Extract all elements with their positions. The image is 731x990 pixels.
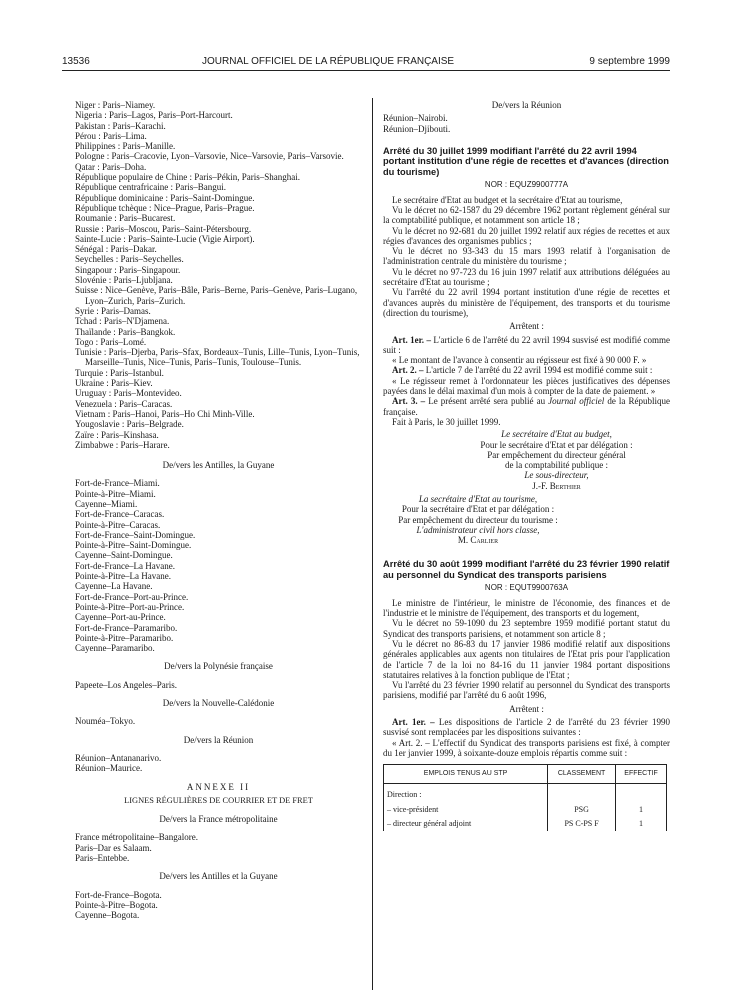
decree-2-article-2-quote: « Art. 2. – L'effectif du Syndicat des transports parisiens est fixé, à compter du 1er janvier 1999, à soixante-douze emplois répartis comme suit :: [383, 737, 670, 758]
section-heading-reunion-right: De/vers la Réunion: [491, 100, 562, 110]
decree-2-arretent: Arrêtent :: [509, 703, 544, 714]
route-entry: Tunisie : Paris–Djerba, Paris–Sfax, Bordeaux–Tunis, Lille–Tunis, Lyon–Tunis, Marseille–Tunis, Nice–Tunis, Paris–Tunis, Toulouse–Tunis.: [75, 347, 360, 368]
decree-2-article-1: Art. 1er. – Les dispositions de l'article 2 de l'arrêté du 23 février 1990 susvisé sont remplacées par les dispositions suivantes :: [383, 717, 670, 738]
route-entry: Syrie : Paris–Damas.: [75, 305, 151, 316]
issue-date: 9 septembre 1999: [589, 56, 670, 67]
route-entry: Fort-de-France–La Havane.: [75, 560, 175, 571]
route-list-reunion: [75, 753, 362, 774]
route-entry: Ukraine : Paris–Kiev.: [75, 378, 153, 389]
decree-2-nor: NOR : EQUT9900763A: [484, 583, 569, 593]
decree-paragraph: Vu le décret no 92-681 du 20 juillet 1992 relatif aux régies de recettes et aux régies d'avances des organismes publics ;: [383, 225, 670, 246]
route-entry: Pointe-à-Pitre–La Havane.: [75, 571, 171, 582]
route-entry: République centrafricaine : Paris–Bangui.: [75, 182, 226, 193]
section-heading-antilles-fret: De/vers les Antilles et la Guyane: [159, 871, 278, 882]
route-entry: Réunion–Maurice.: [75, 763, 143, 774]
route-entry: Thaïlande : Paris–Bangkok.: [75, 326, 176, 337]
decree-1-title: Arrêté du 30 juillet 1999 modifiant l'arrêté du 22 avril 1994 portant institution d'une régie de recettes et d'avances (direction du tourisme): [383, 145, 669, 177]
route-entry: Venezuela : Paris–Caracas.: [75, 398, 173, 409]
column-divider: [372, 98, 373, 990]
route-entry: Pakistan : Paris–Karachi.: [75, 120, 166, 131]
route-entry: Paris–Entebbe.: [75, 853, 130, 863]
route-entry: Cayenne–La Havane.: [75, 581, 153, 592]
route-entry: Fort-de-France–Port-au-Prince.: [75, 591, 189, 602]
decree-paragraph: Vu l'arrêté du 23 février 1990 relatif au personnel du Syndicat des transports parisiens, modifié par l'arrêté du 6 août 1996,: [383, 680, 670, 701]
route-entry: Pérou : Paris–Lima.: [75, 130, 147, 141]
route-entry: Paris–Dar es Salaam.: [75, 842, 152, 853]
route-list-antilles-fret: [75, 890, 362, 921]
route-entry: Sainte-Lucie : Paris–Sainte-Lucie (Vigie Airport).: [75, 233, 255, 244]
route-entry: Vietnam : Paris–Hanoi, Paris–Ho Chi Minh-Ville.: [75, 408, 255, 419]
decree-2-title: Arrêté du 30 août 1999 modifiant l'arrêté du 23 février 1990 relatif au personnel du Syndicat des transports parisiens: [383, 559, 670, 580]
decree-1-considerations: [383, 195, 670, 319]
decree-paragraph: Vu le décret no 97-723 du 16 juin 1997 relatif aux attributions déléguées au secrétaire d'Etat au tourisme ;: [383, 266, 670, 288]
journal-title: JOURNAL OFFICIEL DE LA RÉPUBLIQUE FRANÇAISE: [202, 56, 455, 67]
route-entry: Uruguay : Paris–Montevideo.: [75, 388, 182, 399]
table-header-emplois: EMPLOIS TENUS AU STP: [384, 765, 548, 784]
route-entry: Qatar : Paris–Doha.: [75, 161, 147, 172]
route-entry: Nouméa–Tokyo.: [75, 716, 136, 727]
route-entry: Zaïre : Paris–Kinshasa.: [75, 429, 159, 440]
right-column: [383, 100, 670, 831]
section-heading-antilles: De/vers les Antilles, la Guyane: [162, 460, 275, 471]
route-entry: Pointe-à-Pitre–Caracas.: [75, 519, 161, 530]
route-entry: Turquie : Paris–Istanbul.: [75, 367, 164, 378]
route-entry: Singapour : Paris–Singapour.: [75, 264, 181, 275]
decree-2-considerations: [383, 598, 670, 701]
table-cell-emploi: – vice-président: [384, 803, 548, 817]
route-entry: Cayenne–Saint-Domingue.: [75, 550, 173, 561]
table-cell-effectif: 1: [616, 803, 667, 817]
route-entry: Seychelles : Paris–Seychelles.: [75, 254, 184, 265]
route-entry: France métropolitaine–Bangalore.: [75, 832, 198, 843]
section-heading-polynesie: De/vers la Polynésie française: [164, 661, 273, 672]
table-cell-effectif: 1: [616, 817, 667, 831]
table-cell-emploi: – directeur général adjoint: [384, 817, 548, 831]
section-heading-reunion: De/vers la Réunion: [183, 734, 254, 745]
route-entry: Suisse : Nice–Genève, Paris–Bâle, Paris–Berne, Paris–Genève, Paris–Lugano, Lyon–Zurich, Paris–Zurich.: [75, 285, 358, 306]
decree-paragraph: Vu le décret no 62-1587 du 29 décembre 1962 portant règlement général sur la comptabilité publique, et notamment son article 18 ;: [383, 204, 670, 226]
section-heading-metropole: De/vers la France métropolitaine: [159, 814, 278, 825]
left-column: [75, 100, 362, 920]
header-rule: [62, 70, 670, 71]
route-entry: Pointe-à-Pitre–Paramaribo.: [75, 632, 174, 643]
route-list-antilles: [75, 478, 362, 653]
decree-paragraph: Vu le décret no 93-343 du 15 mars 1993 relatif à l'organisation de l'administration centrale du ministère du tourisme ;: [383, 246, 670, 267]
route-list-polynesie: [75, 680, 362, 690]
table-cell-classement: PS C-PS F: [548, 817, 616, 831]
decree-1-fait: Fait à Paris, le 30 juillet 1999.: [392, 416, 501, 427]
route-list-caledonie: [75, 716, 362, 726]
route-entry: Nigeria : Paris–Lagos, Paris–Port-Harcourt.: [75, 110, 233, 121]
decree-1-signature-budget: Le secrétaire d'Etat au budget, Pour le secrétaire d'Etat et par délégation : Par empêchement du directeur général de la comptabilité publique : Le sous-directeur, J.-F. Berthier: [480, 429, 633, 491]
table-header-row: [384, 765, 667, 784]
route-entry: République dominicaine : Paris–Saint-Domingue.: [75, 192, 255, 203]
route-entry: Tchad : Paris–N'Djamena.: [75, 316, 170, 327]
route-entry: Yougoslavie : Paris–Belgrade.: [75, 419, 184, 430]
section-heading-caledonie: De/vers la Nouvelle-Calédonie: [162, 698, 275, 709]
route-entry: Réunion–Antananarivo.: [75, 752, 162, 763]
decree-paragraph: Vu le décret no 59-1090 du 23 septembre 1959 modifié portant statut du Syndicat des transports parisiens, et notamment son article 8 ;: [383, 618, 670, 639]
staff-table: [383, 764, 667, 831]
decree-1-signature-tourisme: La secrétaire d'Etat au tourisme, Pour la secrétaire d'Etat et par délégation : Par empêchement du directeur du tourisme : L'administrateur civil hors classe, M. Carlier: [398, 494, 558, 546]
annexe-title: ANNEXE II: [186, 781, 251, 792]
decree-1-article-1-quote: « Le montant de l'avance à consentir au régisseur est fixé à 90 000 F. »: [392, 355, 647, 366]
route-entry: Fort-de-France–Bogota.: [75, 889, 162, 900]
route-list-countries: [75, 100, 362, 450]
route-entry: Pointe-à-Pitre–Bogota.: [75, 899, 158, 910]
table-row: [384, 817, 667, 831]
route-entry: Fort-de-France–Saint-Domingue.: [75, 529, 196, 540]
route-entry: Sénégal : Paris–Dakar.: [75, 244, 157, 255]
decree-1-arretent: Arrêtent :: [509, 321, 544, 332]
decree-1-article-3: Art. 3. – Le présent arrêté sera publié au Journal officiel de la République française.: [383, 396, 670, 417]
route-entry: Cayenne–Bogota.: [75, 910, 140, 921]
route-list-metropole: [75, 832, 362, 863]
table-header-classement: CLASSEMENT: [548, 765, 616, 784]
route-entry: Roumanie : Paris–Bucarest.: [75, 213, 176, 224]
route-entry: Pologne : Paris–Cracovie, Lyon–Varsovie, Nice–Varsovie, Paris–Varsovie.: [75, 151, 344, 162]
decree-1-article-2: Art. 2. – L'article 7 de l'arrêté du 22 avril 1994 est modifié comme suit :: [392, 365, 653, 376]
route-entry: République tchèque : Nice–Prague, Paris–Prague.: [75, 202, 255, 213]
route-entry: Togo : Paris–Lomé.: [75, 336, 147, 347]
route-entry: Réunion–Djibouti.: [383, 123, 451, 134]
decree-paragraph: Le ministre de l'intérieur, le ministre de l'économie, des finances et de l'industrie et le ministre de l'équipement, des transports et du logement,: [383, 597, 670, 619]
route-entry: Fort-de-France–Paramaribo.: [75, 622, 178, 633]
annexe-subtitle: LIGNES RÉGULIÈRES DE COURRIER ET DE FRET: [124, 795, 313, 805]
decree-paragraph: Le secrétaire d'Etat au budget et la secrétaire d'Etat au tourisme,: [392, 194, 623, 205]
decree-paragraph: Vu le décret no 86-83 du 17 janvier 1986 modifié relatif aux dispositions générales applicables aux agents non titulaires de l'Etat pris pour l'application de l'article 7 de la loi no 84-16 du 11 janvier 1984 portant dispositions statutaires relatives à la fonction publique de l'Etat ;: [383, 638, 670, 680]
route-list-reunion-right: [383, 113, 670, 134]
route-entry: Niger : Paris–Niamey.: [75, 100, 156, 110]
table-group-label: Direction :: [384, 784, 548, 803]
table-cell-classement: PSG: [548, 803, 616, 817]
route-entry: République populaire de Chine : Paris–Pékin, Paris–Shanghai.: [75, 172, 300, 183]
page-header: [62, 56, 670, 70]
route-entry: Papeete–Los Angeles–Paris.: [75, 679, 177, 690]
route-entry: Cayenne–Port-au-Prince.: [75, 612, 166, 623]
decree-1-article-1: Art. 1er. – L'article 6 de l'arrêté du 22 avril 1994 susvisé est modifié comme suit :: [383, 334, 670, 355]
route-entry: Réunion–Nairobi.: [383, 113, 448, 124]
route-entry: Philippines : Paris–Manille.: [75, 141, 176, 152]
page-number: 13536: [62, 56, 90, 67]
route-entry: Cayenne–Paramaribo.: [75, 643, 155, 654]
route-entry: Cayenne–Miami.: [75, 498, 138, 509]
table-group-row: [384, 784, 667, 803]
table-header-effectif: EFFECTIF: [616, 765, 667, 784]
route-entry: Pointe-à-Pitre–Miami.: [75, 488, 156, 499]
table-row: [384, 803, 667, 817]
decree-1-nor: NOR : EQUZ9900777A: [484, 180, 569, 190]
route-entry: Pointe-à-Pitre–Saint-Domingue.: [75, 540, 192, 551]
route-entry: Pointe-à-Pitre–Port-au-Prince.: [75, 601, 185, 612]
route-entry: Slovénie : Paris–Ljubljana.: [75, 275, 173, 286]
route-entry: Russie : Paris–Moscou, Paris–Saint-Pétersbourg.: [75, 223, 252, 234]
decree-1-article-2-quote: « Le régisseur remet à l'ordonnateur les pièces justificatives des dépenses payées dans le délai maximal d'un mois à compter de la date de paiement. »: [383, 375, 670, 397]
route-entry: Fort-de-France–Miami.: [75, 478, 160, 489]
decree-paragraph: Vu l'arrêté du 22 avril 1994 portant institution d'une régie de recettes et d'avances auprès du ministère de l'équipement, des transports et du tourisme (direction du tourisme),: [383, 287, 670, 318]
route-entry: Zimbabwe : Paris–Harare.: [75, 439, 170, 450]
route-entry: Fort-de-France–Caracas.: [75, 509, 165, 520]
